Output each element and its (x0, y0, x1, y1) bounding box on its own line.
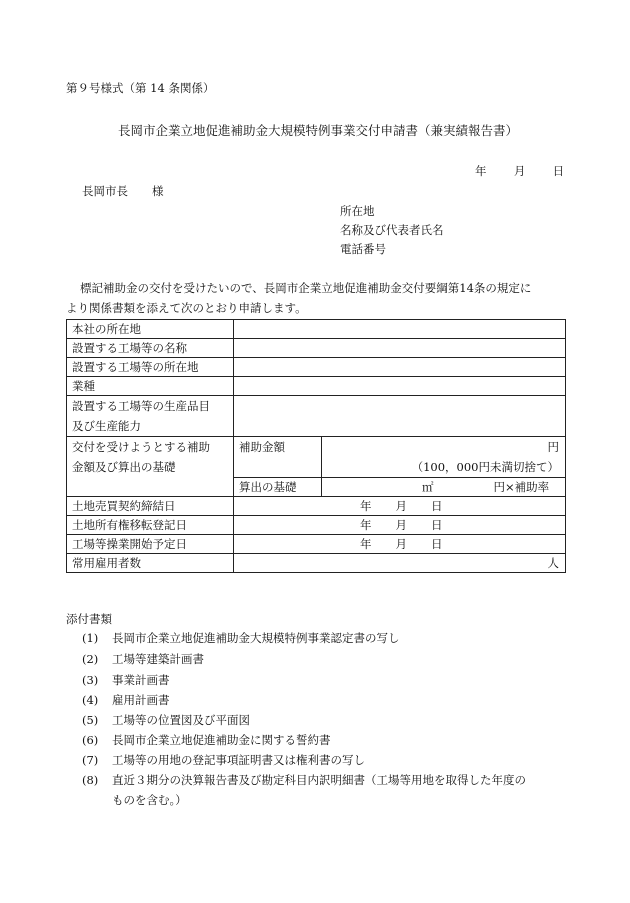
applicant-name-label: 名称及び代表者氏名 (340, 223, 444, 237)
table-row (67, 358, 566, 377)
list-item: (5) 工場等の位置図及び平面図 (82, 713, 250, 727)
square-meter-unit: ㎡ (422, 480, 434, 494)
products-label-line-2: 及び生産能力 (72, 419, 141, 433)
table-row (67, 497, 566, 516)
subsidy-label-line-2: 金額及び算出の基礎 (72, 460, 176, 474)
table-row (67, 396, 566, 437)
body-text-line-2: より関係書類を添えて次のとおり申請します。 (66, 301, 307, 315)
list-item: (8) 直近３期分の決算報告書及び勘定科目内訳明細書（工場等用地を取得した年度の (82, 773, 526, 787)
subsidy-label (67, 437, 234, 497)
table-row (67, 437, 566, 478)
addressee-honorific: 様 (152, 184, 164, 198)
document-title: 長岡市企業立地促進補助金大規模特例事業交付申請書（兼実績報告書） (118, 123, 519, 138)
list-item: (7) 工場等の用地の登記事項証明書又は権利書の写し (82, 753, 365, 767)
land-contract-date-label: 土地売買契約締結日 (67, 497, 234, 516)
date-month-label: 月 (395, 518, 407, 532)
hq-location-label: 本社の所在地 (67, 320, 234, 339)
date-day-label: 日 (552, 164, 565, 178)
operation-start-date-field[interactable] (234, 535, 566, 554)
applicant-address-label: 所在地 (340, 204, 375, 218)
date-month-label: 月 (395, 499, 407, 513)
facility-location-field[interactable] (234, 358, 566, 377)
table-row (67, 377, 566, 396)
table-row (67, 535, 566, 554)
land-contract-date-field[interactable] (234, 497, 566, 516)
date-day-label: 日 (431, 499, 443, 513)
subsidy-rate-unit: 円×補助率 (493, 480, 550, 494)
persons-unit: 人 (547, 556, 559, 570)
industry-field[interactable] (234, 377, 566, 396)
employees-field[interactable] (234, 554, 566, 573)
table-row (67, 516, 566, 535)
addressee (82, 183, 164, 199)
land-transfer-date-label: 土地所有権移転登記日 (67, 516, 234, 535)
subsidy-amount-label: 補助金額 (234, 437, 322, 478)
date-year-label: 年 (360, 537, 372, 551)
addressee-name: 長岡市長 (82, 184, 128, 198)
operation-start-date-label: 工場等操業開始予定日 (67, 535, 234, 554)
subsidy-label-line-1: 交付を受けようとする補助 (72, 440, 210, 454)
calc-basis-label: 算出の基礎 (234, 478, 322, 497)
products-label (67, 396, 234, 437)
date-year-label: 年 (475, 164, 487, 178)
date-day-label: 日 (431, 537, 443, 551)
date-day-label: 日 (431, 518, 443, 532)
facility-name-field[interactable] (234, 339, 566, 358)
facility-name-label: 設置する工場等の名称 (67, 339, 234, 358)
list-item-continuation: ものを含む。） (112, 793, 187, 807)
calc-basis-field[interactable] (322, 478, 566, 497)
body-text-line-1: 標記補助金の交付を受けたいので、長岡市企業立地促進補助金交付要綱第14条の規定に (80, 281, 532, 295)
attachments-title: 添付書類 (66, 612, 112, 626)
subsidy-amount-field[interactable] (322, 437, 566, 478)
facility-location-label: 設置する工場等の所在地 (67, 358, 234, 377)
submission-date (475, 163, 564, 179)
products-label-line-1: 設置する工場等の生産品目 (72, 399, 210, 413)
date-year-label: 年 (360, 499, 372, 513)
application-table (66, 319, 566, 573)
table-row (67, 554, 566, 573)
land-transfer-date-field[interactable] (234, 516, 566, 535)
applicant-phone-label: 電話番号 (340, 242, 386, 256)
hq-location-field[interactable] (234, 320, 566, 339)
list-item: (4) 雇用計画書 (82, 693, 170, 707)
products-field[interactable] (234, 396, 566, 437)
date-year-label: 年 (360, 518, 372, 532)
list-item: (1) 長岡市企業立地促進補助金大規模特例事業認定書の写し (82, 631, 400, 645)
form-number: 第９号様式（第 14 条関係） (66, 81, 215, 95)
industry-label: 業種 (67, 377, 234, 396)
rounding-note: （100，000円未満切捨て） (411, 460, 559, 474)
list-item: (3) 事業計画書 (82, 673, 170, 687)
date-month-label: 月 (513, 164, 526, 178)
table-row (67, 320, 566, 339)
list-item: (2) 工場等建築計画書 (82, 652, 204, 666)
table-row (67, 339, 566, 358)
list-item: (6) 長岡市企業立地促進補助金に関する誓約書 (82, 733, 331, 747)
yen-unit: 円 (547, 440, 559, 454)
employees-label: 常用雇用者数 (67, 554, 234, 573)
date-month-label: 月 (395, 537, 407, 551)
